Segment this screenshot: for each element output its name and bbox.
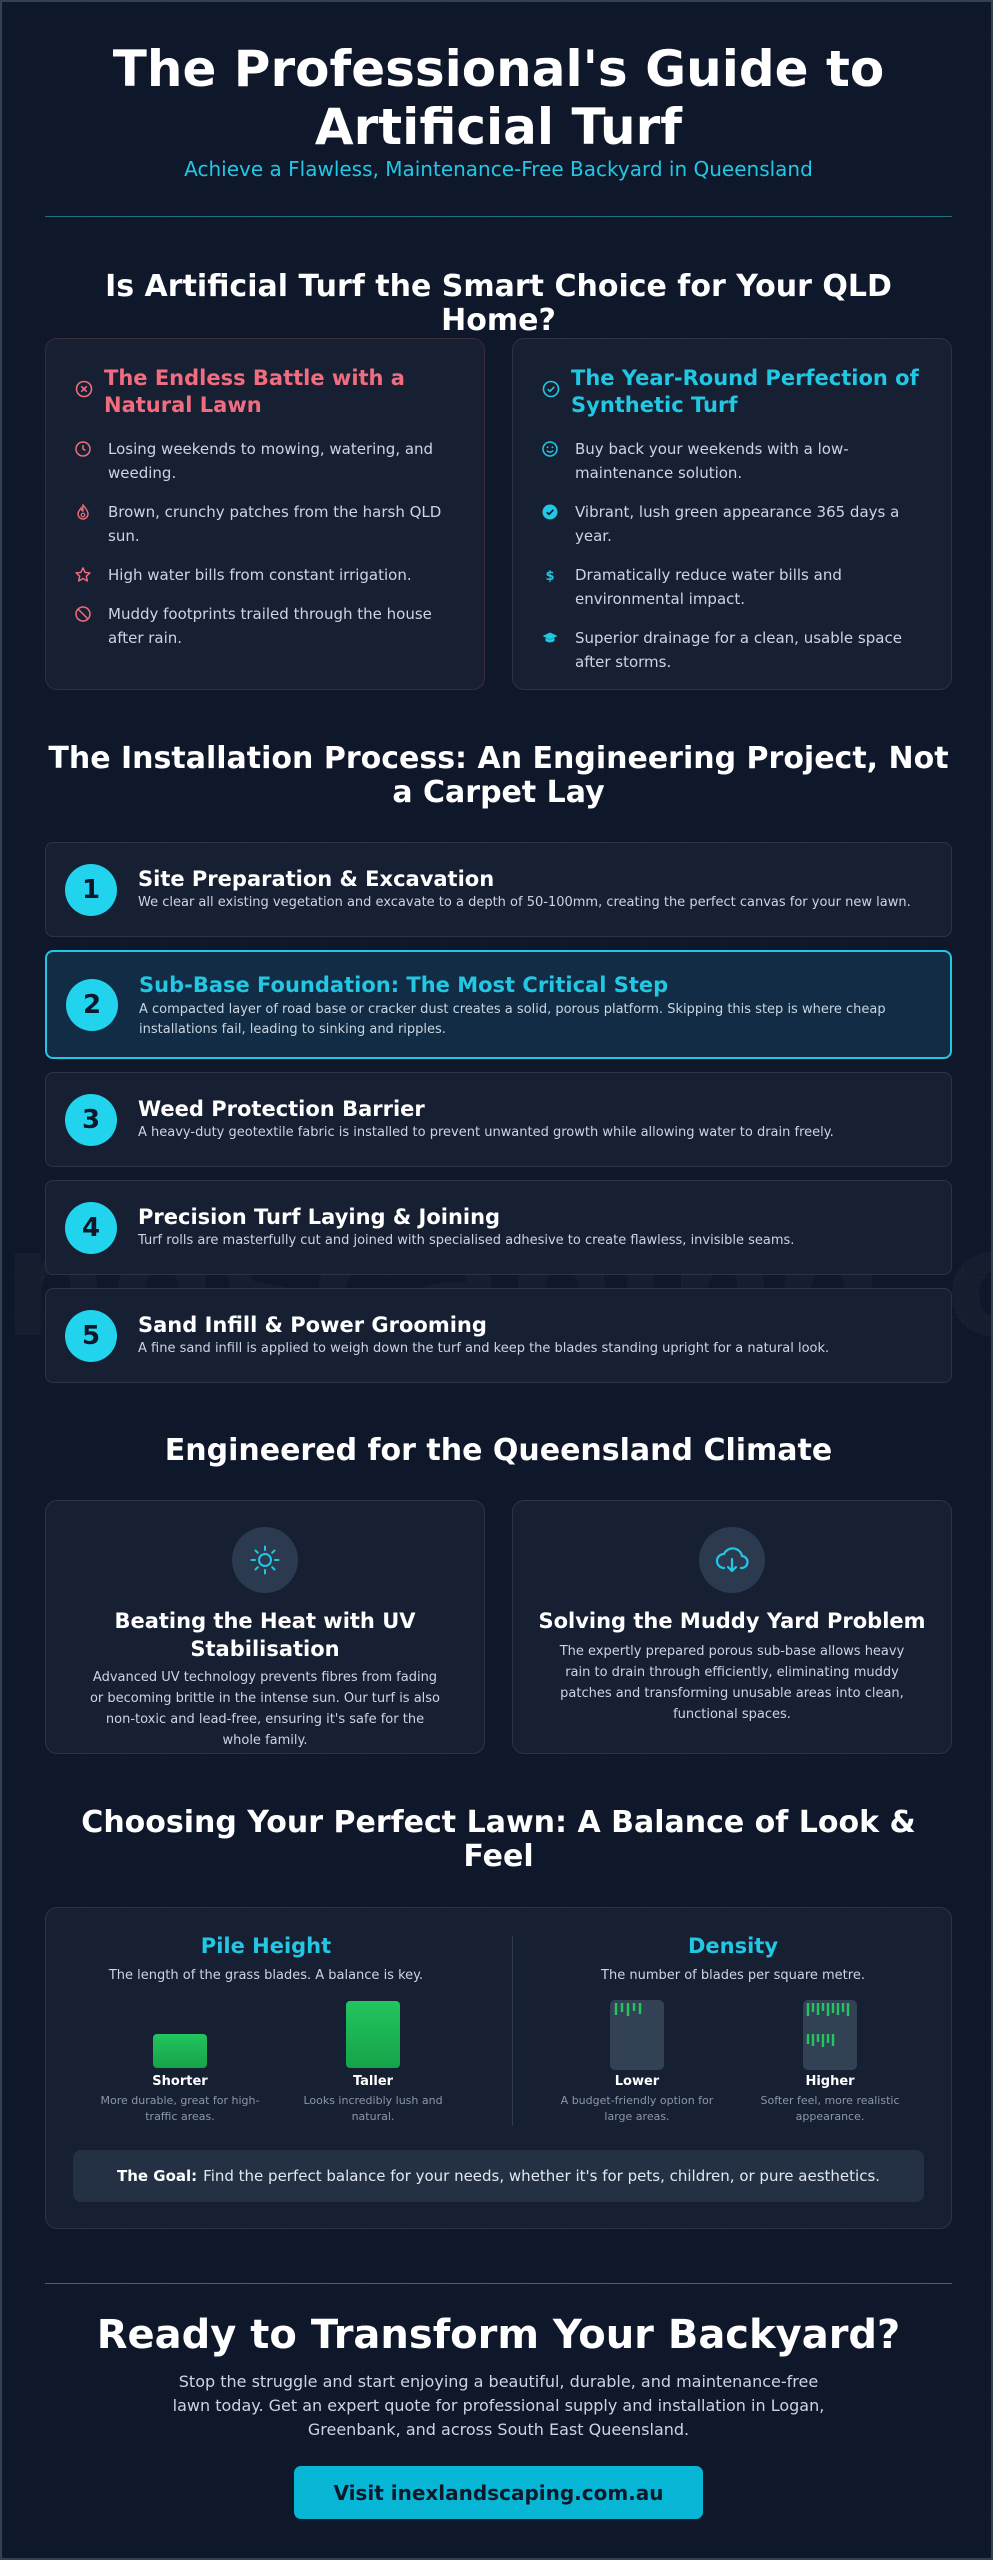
option-label: Lower (614, 2074, 660, 2089)
lawn-options-card (45, 1907, 952, 2229)
uv-card-description: Advanced UV technology prevents fibres from fading or becoming brittle in the intense sun. Our turf is also non-toxic and lead-free, ensuring it's safe for the whole family. (89, 1670, 441, 1748)
natural-lawn-list (74, 437, 454, 665)
cta-text: Stop the struggle and start enjoying a beautiful, durable, and maintenance-free lawn today. Get an expert quote for professional supply and installation in Logan, Greenbank, and across South East Queensland. (172, 2372, 825, 2439)
list-item-text: Superior drainage for a clean, usable space after storms. (575, 629, 902, 671)
divider (45, 216, 952, 217)
density-subtitle: The number of blades per square metre. (601, 1968, 865, 1983)
step-number: 1 (65, 864, 117, 916)
option-label: Higher (805, 2074, 855, 2089)
step-description: A fine sand infill is applied to weigh down the turf and keep the blades standing upright for a natural look. (138, 1341, 830, 1356)
ban-icon (74, 605, 92, 623)
synthetic-turf-list (541, 437, 921, 689)
cta-title: Ready to Transform Your Backyard? (96, 2312, 901, 2358)
drainage-card-title: Solving the Muddy Yard Problem (538, 1609, 926, 1633)
visit-website-button[interactable]: Visit inexlandscaping.com.au (294, 2466, 703, 2519)
list-item-text: High water bills from constant irrigation. (108, 566, 412, 584)
clock-icon (74, 440, 92, 458)
list-item-text: Dramatically reduce water bills and environmental impact. (575, 566, 842, 608)
option-description: A budget-friendly option for large areas. (560, 2094, 714, 2123)
svg-text:$: $ (545, 569, 555, 584)
process-title: The Installation Process: An Engineering Project, Not a Carpet Lay (48, 741, 949, 810)
list-item (541, 626, 921, 674)
pile-height-subtitle: The length of the grass blades. A balance is key. (108, 1968, 424, 1983)
divider (45, 2283, 952, 2284)
uv-card (45, 1500, 485, 1754)
flame-icon (74, 503, 92, 521)
process-step-3 (45, 1072, 952, 1167)
high-density-swatch (803, 2000, 857, 2070)
list-item (541, 437, 921, 485)
synthetic-turf-heading: The Year-Round Perfection of Synthetic Turf (571, 366, 919, 417)
step-number: 3 (65, 1094, 117, 1146)
drainage-card (512, 1500, 952, 1754)
process-step-2 (45, 950, 952, 1059)
x-circle-icon (74, 379, 94, 399)
process-step-1 (45, 842, 952, 937)
step-title: Precision Turf Laying & Joining (138, 1205, 501, 1229)
list-item (74, 500, 454, 548)
tall-grass-swatch (346, 2001, 400, 2068)
list-item-text: Losing weekends to mowing, watering, and weeding. (108, 440, 434, 482)
comparison-title: Is Artificial Turf the Smart Choice for Your QLD Home? (105, 269, 892, 338)
list-item (541, 500, 921, 548)
density-title: Density (687, 1934, 779, 1958)
list-item-text: Brown, crunchy patches from the harsh QLD sun. (108, 503, 442, 545)
pile-height-title: Pile Height (200, 1934, 332, 1958)
step-title: Weed Protection Barrier (138, 1097, 425, 1121)
option-label: Taller (352, 2074, 394, 2089)
synthetic-turf-card (512, 338, 952, 690)
step-description: A compacted layer of road base or cracker dust creates a solid, porous platform. Skipping this step is where cheap installations fail, leading to sinking and ripples. (139, 1002, 886, 1037)
option-description: Looks incredibly lush and natural. (303, 2094, 443, 2123)
drainage-card-description: The expertly prepared porous sub-base allows heavy rain to drain through efficiently, eliminating muddy patches and transforming unusable areas into clean, functional spaces. (559, 1644, 905, 1722)
option-label: Shorter (152, 2074, 208, 2089)
list-item (74, 563, 454, 587)
cloud-icon-wrap (699, 1527, 765, 1593)
dollar-icon (541, 566, 559, 584)
smile-icon (541, 440, 559, 458)
page-subtitle: Achieve a Flawless, Maintenance-Free Backyard in Queensland (184, 157, 813, 181)
process-step-5 (45, 1288, 952, 1383)
graduation-cap-icon (541, 629, 559, 647)
climate-title: Engineered for the Queensland Climate (164, 1433, 833, 1468)
goal-banner (73, 2150, 924, 2202)
option-description: More durable, great for high-traffic areas. (100, 2094, 260, 2123)
check-circle-icon (541, 379, 561, 399)
sun-icon-wrap (232, 1527, 298, 1593)
step-title: Sub-Base Foundation: The Most Critical Step (139, 973, 669, 997)
list-item-text: Muddy footprints trailed through the house after rain. (108, 605, 432, 647)
step-description: A heavy-duty geotextile fabric is installed to prevent unwanted growth while allowing water to drain freely. (138, 1125, 834, 1140)
list-item-text: Buy back your weekends with a low-maintenance solution. (575, 440, 849, 482)
process-step-4 (45, 1180, 952, 1275)
page-title: The Professional's Guide to Artificial Turf (112, 40, 885, 156)
list-item-text: Vibrant, lush green appearance 365 days a year. (575, 503, 900, 545)
sun-icon (249, 1544, 281, 1576)
low-density-swatch (610, 2000, 664, 2070)
short-grass-swatch (153, 2034, 207, 2068)
check-badge-icon (541, 503, 559, 521)
natural-lawn-card (45, 338, 485, 690)
pile-option-shorter (90, 2074, 270, 2125)
pile-option-taller (283, 2074, 463, 2125)
option-description: Softer feel, more realistic appearance. (760, 2094, 900, 2123)
list-item (541, 563, 921, 611)
step-description: Turf rolls are masterfully cut and joined with specialised adhesive to create flawless, invisible seams. (138, 1233, 795, 1248)
lawn-title: Choosing Your Perfect Lawn: A Balance of Look & Feel (81, 1805, 916, 1874)
step-number: 2 (66, 979, 118, 1031)
step-description: We clear all existing vegetation and excavate to a depth of 50-100mm, creating the perfect canvas for your new lawn. (138, 895, 911, 910)
list-item (74, 437, 454, 485)
goal-text: Find the perfect balance for your needs, whether it's for pets, children, or pure aesthetics. (203, 2167, 881, 2185)
density-option-higher (740, 2074, 920, 2125)
density-option-lower (547, 2074, 727, 2125)
step-number: 5 (65, 1310, 117, 1362)
step-number: 4 (65, 1202, 117, 1254)
step-title: Site Preparation & Excavation (138, 867, 495, 891)
goal-label: The Goal: (116, 2167, 198, 2185)
cloud-drain-icon (715, 1544, 749, 1576)
list-item (74, 602, 454, 650)
natural-lawn-heading: The Endless Battle with a Natural Lawn (104, 366, 405, 417)
step-title: Sand Infill & Power Grooming (138, 1313, 487, 1337)
star-icon (74, 566, 92, 584)
uv-card-title: Beating the Heat with UV Stabilisation (114, 1609, 416, 1661)
column-divider (512, 1936, 513, 2126)
